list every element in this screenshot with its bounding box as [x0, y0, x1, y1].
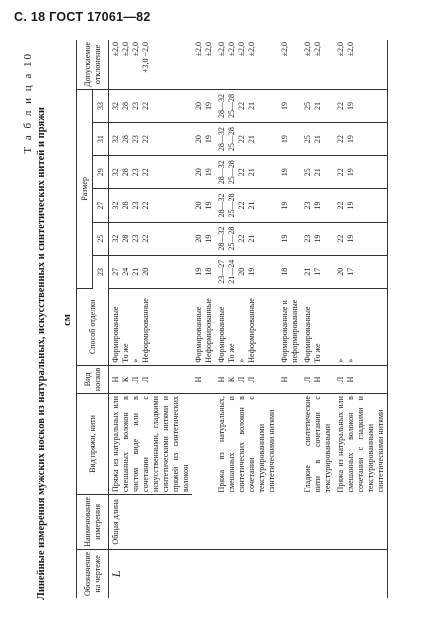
size-value: 19: [280, 201, 289, 210]
sock-type-value: Н: [194, 376, 203, 383]
size-value: 21: [247, 101, 256, 110]
finishing-value: Формированные: [111, 306, 120, 363]
size-value: 19: [204, 234, 213, 243]
size-value: 19: [204, 101, 213, 110]
size-value-cell: [334, 189, 388, 222]
size-value: 23—27: [217, 259, 226, 284]
size-header: 33: [93, 89, 109, 122]
size-value: 28—32: [217, 193, 226, 218]
finishing-cell: [109, 288, 193, 365]
size-value: 19: [280, 101, 289, 110]
finishing-value: То же: [227, 343, 236, 363]
size-header: 25: [93, 222, 109, 255]
sock-type-cell: [278, 365, 301, 393]
finishing-value: »: [131, 358, 140, 363]
size-value: 20: [194, 135, 203, 144]
finishing-value: Неформированные: [141, 298, 150, 363]
tolerance-value: ±2,0: [217, 42, 226, 57]
sock-type-value: К: [227, 376, 236, 383]
tolerance-value: ±2,0: [204, 42, 213, 57]
size-value: 32: [111, 101, 120, 110]
size-value: 18: [204, 267, 213, 276]
size-value: 19: [313, 234, 322, 243]
size-value: 32: [111, 135, 120, 144]
size-value: 21: [247, 168, 256, 177]
header-size: Размер: [77, 89, 93, 288]
sock-type-value: Н: [313, 376, 322, 383]
finishing-cell: [192, 288, 215, 365]
finishing-value: »: [336, 358, 345, 363]
finishing-value: Формированные: [303, 306, 312, 363]
finishing-value: Формированные: [194, 306, 203, 363]
sock-type-value: Л: [247, 376, 256, 383]
size-value-cell: [301, 222, 334, 255]
size-value-cell: [109, 123, 193, 156]
sock-type-value: Н: [280, 376, 289, 383]
finishing-cell: [278, 288, 301, 365]
table-caption: Линейные измерения мужских носков из натуральных, искусственных и синтетических нитей и пряжи: [36, 107, 47, 600]
tolerance-value: ±2,0: [237, 42, 246, 57]
size-value: 25—28: [227, 193, 236, 218]
size-value-cell: [334, 89, 388, 122]
size-value: 22: [336, 135, 345, 144]
sock-type-value: Л: [237, 376, 246, 383]
size-header: 29: [93, 156, 109, 189]
yarn-type-cell: Гладкие синтетические нити в сочетании с текстурированными: [303, 396, 332, 493]
sock-type-cell: [334, 365, 388, 393]
size-value: 21: [247, 201, 256, 210]
table-body: [109, 40, 388, 598]
size-value-cell: [334, 255, 388, 288]
size-value: 22: [336, 101, 345, 110]
tolerance-value: ±2,0: [346, 42, 355, 57]
size-value: 22: [141, 168, 150, 177]
size-value: 22: [141, 201, 150, 210]
tolerance-value: ±2,0: [336, 42, 345, 57]
header-measurement: Наименование измерения: [77, 494, 109, 549]
table-number: Т а б л и ц а 10: [22, 52, 34, 154]
size-value: 25—28: [227, 127, 236, 152]
size-value-cell: [215, 89, 278, 122]
size-value-cell: [215, 255, 278, 288]
size-value-cell: [334, 123, 388, 156]
yarn-type-cell: Пряжа из натуральных или смешанных волокон в сочетании с гладкими и текстурированными синтетическими нитями: [334, 394, 388, 495]
size-value: 22: [336, 234, 345, 243]
yarn-type-cell: Пряжа из натуральных, смешанных и синтетических волокон в сочетании с текстурированными синтетическими нитями: [217, 396, 276, 493]
size-value: 22: [141, 234, 150, 243]
tolerance-cell: [109, 40, 193, 89]
size-value-cell: [192, 89, 215, 122]
sock-type-value: Н: [346, 376, 355, 383]
finishing-value: То же: [121, 343, 130, 363]
size-value: 25—28: [227, 226, 236, 251]
designation-cell: L: [109, 549, 388, 598]
size-header: 31: [93, 123, 109, 156]
page-header: С. 18 ГОСТ 17061—82: [14, 10, 151, 24]
size-value-cell: [109, 189, 193, 222]
finishing-cell: [215, 288, 278, 365]
size-value-cell: [215, 222, 278, 255]
size-value: 19: [194, 267, 203, 276]
size-value: 20: [336, 267, 345, 276]
size-value: 23: [303, 201, 312, 210]
measurement-name-cell: Общая длина: [109, 494, 388, 549]
finishing-value: »: [346, 358, 355, 363]
size-value: 28: [121, 234, 130, 243]
size-value: 28: [121, 135, 130, 144]
header-designation: Обозначение на чертеже: [77, 549, 109, 598]
size-value: 19: [346, 234, 355, 243]
size-value: 25—28: [227, 93, 236, 118]
finishing-cell: [334, 288, 388, 365]
size-value: 19: [346, 201, 355, 210]
size-value: 28—32: [217, 226, 226, 251]
size-value-cell: [215, 156, 278, 189]
size-value: 20: [141, 267, 150, 276]
size-value: 19: [313, 201, 322, 210]
size-value: 20: [194, 168, 203, 177]
size-value: 32: [111, 201, 120, 210]
size-value: 21: [303, 267, 312, 276]
finishing-value: Неформированные: [247, 298, 256, 363]
size-value: 27: [111, 267, 120, 276]
size-value: 22: [336, 168, 345, 177]
sock-type-cell: [109, 365, 193, 393]
size-value: 22: [237, 101, 246, 110]
size-value-cell: [215, 123, 278, 156]
size-value: 23: [131, 168, 140, 177]
size-value: 19: [280, 168, 289, 177]
size-value-cell: [301, 156, 334, 189]
size-value-cell: [109, 156, 193, 189]
size-value-cell: [334, 156, 388, 189]
tolerance-cell: [278, 40, 301, 89]
size-value: 21: [247, 135, 256, 144]
size-value: 28—32: [217, 160, 226, 185]
tolerance-value: +3,0 −2,0: [141, 42, 150, 74]
size-value: 19: [280, 135, 289, 144]
tolerance-value: ±2,0: [131, 42, 140, 57]
size-value: 22: [336, 201, 345, 210]
sock-type-value: К: [121, 376, 130, 383]
tolerance-cell: [301, 40, 334, 89]
size-value: 25—28: [227, 160, 236, 185]
size-value-cell: [334, 222, 388, 255]
size-value-cell: [301, 89, 334, 122]
finishing-value: Формированные: [217, 306, 226, 363]
size-value: 24: [121, 267, 130, 276]
tolerance-value: ±2,0: [121, 42, 130, 57]
size-value-cell: [192, 189, 215, 222]
size-value: 23: [131, 234, 140, 243]
size-value-cell: [192, 123, 215, 156]
sock-type-value: Л: [141, 376, 150, 383]
sock-type-value: Л: [131, 376, 140, 383]
tolerance-value: ±2,0: [303, 42, 312, 57]
size-value: 21: [131, 267, 140, 276]
finishing-value: Формированные и неформированные: [280, 299, 299, 363]
size-value: 25: [303, 101, 312, 110]
header-tolerance: Допускаемое отклонение: [77, 40, 109, 89]
size-value-cell: [192, 222, 215, 255]
tolerance-cell: [334, 40, 388, 89]
size-value: 32: [111, 168, 120, 177]
size-value: 20: [194, 101, 203, 110]
size-value: 20: [237, 267, 246, 276]
header-sock-type: Вид носков: [77, 365, 109, 393]
size-value: 25: [303, 135, 312, 144]
size-value: 28: [121, 168, 130, 177]
size-value: 28—32: [217, 127, 226, 152]
tolerance-value: ±2,0: [194, 42, 203, 57]
size-value: 22: [237, 201, 246, 210]
sock-type-value: Н: [111, 376, 120, 383]
table-row: [109, 40, 193, 598]
size-value-cell: [192, 156, 215, 189]
size-value: 25: [303, 168, 312, 177]
size-value: 17: [313, 267, 322, 276]
size-value-cell: [278, 255, 301, 288]
size-value: 23: [131, 135, 140, 144]
finishing-value: Неформированные: [204, 298, 213, 363]
size-value: 28: [121, 201, 130, 210]
size-value: 21: [313, 135, 322, 144]
size-value: 19: [346, 168, 355, 177]
sock-type-value: Л: [303, 376, 312, 383]
finishing-value: »: [237, 358, 246, 363]
size-value: 22: [237, 168, 246, 177]
size-value: 20: [194, 234, 203, 243]
sock-type-value: Л: [336, 376, 345, 383]
size-value-cell: [192, 255, 215, 288]
tolerance-value: ±2,0: [111, 42, 120, 57]
sock-type-cell: [192, 365, 215, 393]
size-value: 21: [313, 168, 322, 177]
size-value: 21: [313, 101, 322, 110]
size-value: 23: [303, 234, 312, 243]
header-yarn: Вид пряжи, нити: [77, 394, 109, 495]
size-value: 22: [141, 135, 150, 144]
tolerance-value: ±2,0: [313, 42, 322, 57]
size-value-cell: [278, 222, 301, 255]
yarn-type-cell: [278, 394, 301, 495]
size-value: 21: [247, 234, 256, 243]
size-value-cell: [109, 255, 193, 288]
tolerance-cell: [192, 40, 215, 89]
size-value-cell: [215, 189, 278, 222]
yarn-type-cell: [192, 394, 215, 495]
size-value: 22: [237, 135, 246, 144]
size-value: 23: [131, 101, 140, 110]
size-value: 28—32: [217, 93, 226, 118]
size-value: 19: [346, 135, 355, 144]
sock-type-value: Н: [217, 376, 226, 383]
size-value-cell: [278, 156, 301, 189]
measurements-table: [76, 40, 388, 598]
size-value: 19: [204, 168, 213, 177]
size-value: 32: [111, 234, 120, 243]
size-value-cell: [109, 222, 193, 255]
yarn-type-cell: Пряжа из натуральных или смешанных волокон в чистом виде или в сочетании с искусственными, гладкими синтетическими нитями и пряжей из синтетических волокон: [109, 394, 193, 495]
size-value: 19: [204, 135, 213, 144]
size-value-cell: [109, 89, 193, 122]
size-header: 27: [93, 189, 109, 222]
tolerance-value: ±2,0: [247, 42, 256, 57]
size-value: 22: [141, 101, 150, 110]
tolerance-cell: [215, 40, 278, 89]
size-value-cell: [301, 123, 334, 156]
tolerance-value: ±2,0: [227, 42, 236, 57]
size-value: 19: [346, 101, 355, 110]
size-value-cell: [278, 89, 301, 122]
tolerance-value: ±2,0: [280, 42, 289, 57]
size-value: 23: [131, 201, 140, 210]
size-value: 28: [121, 101, 130, 110]
size-value-cell: [278, 123, 301, 156]
size-value-cell: [301, 189, 334, 222]
header-finishing: Способ отделки: [77, 288, 109, 365]
size-value: 22: [237, 234, 246, 243]
size-value: 21—24: [227, 259, 236, 284]
size-value-cell: [301, 255, 334, 288]
size-value: 19: [247, 267, 256, 276]
rotated-table-area: [18, 40, 418, 600]
finishing-cell: [301, 288, 334, 365]
size-value: 18: [280, 267, 289, 276]
size-value-cell: [278, 189, 301, 222]
size-value: 17: [346, 267, 355, 276]
size-value: 20: [194, 201, 203, 210]
size-header: 23: [93, 255, 109, 288]
sock-type-cell: [215, 365, 278, 393]
table-units: см: [62, 314, 73, 326]
finishing-value: То же: [313, 343, 322, 363]
size-value: 19: [280, 234, 289, 243]
size-value: 19: [204, 201, 213, 210]
sock-type-cell: [301, 365, 334, 393]
